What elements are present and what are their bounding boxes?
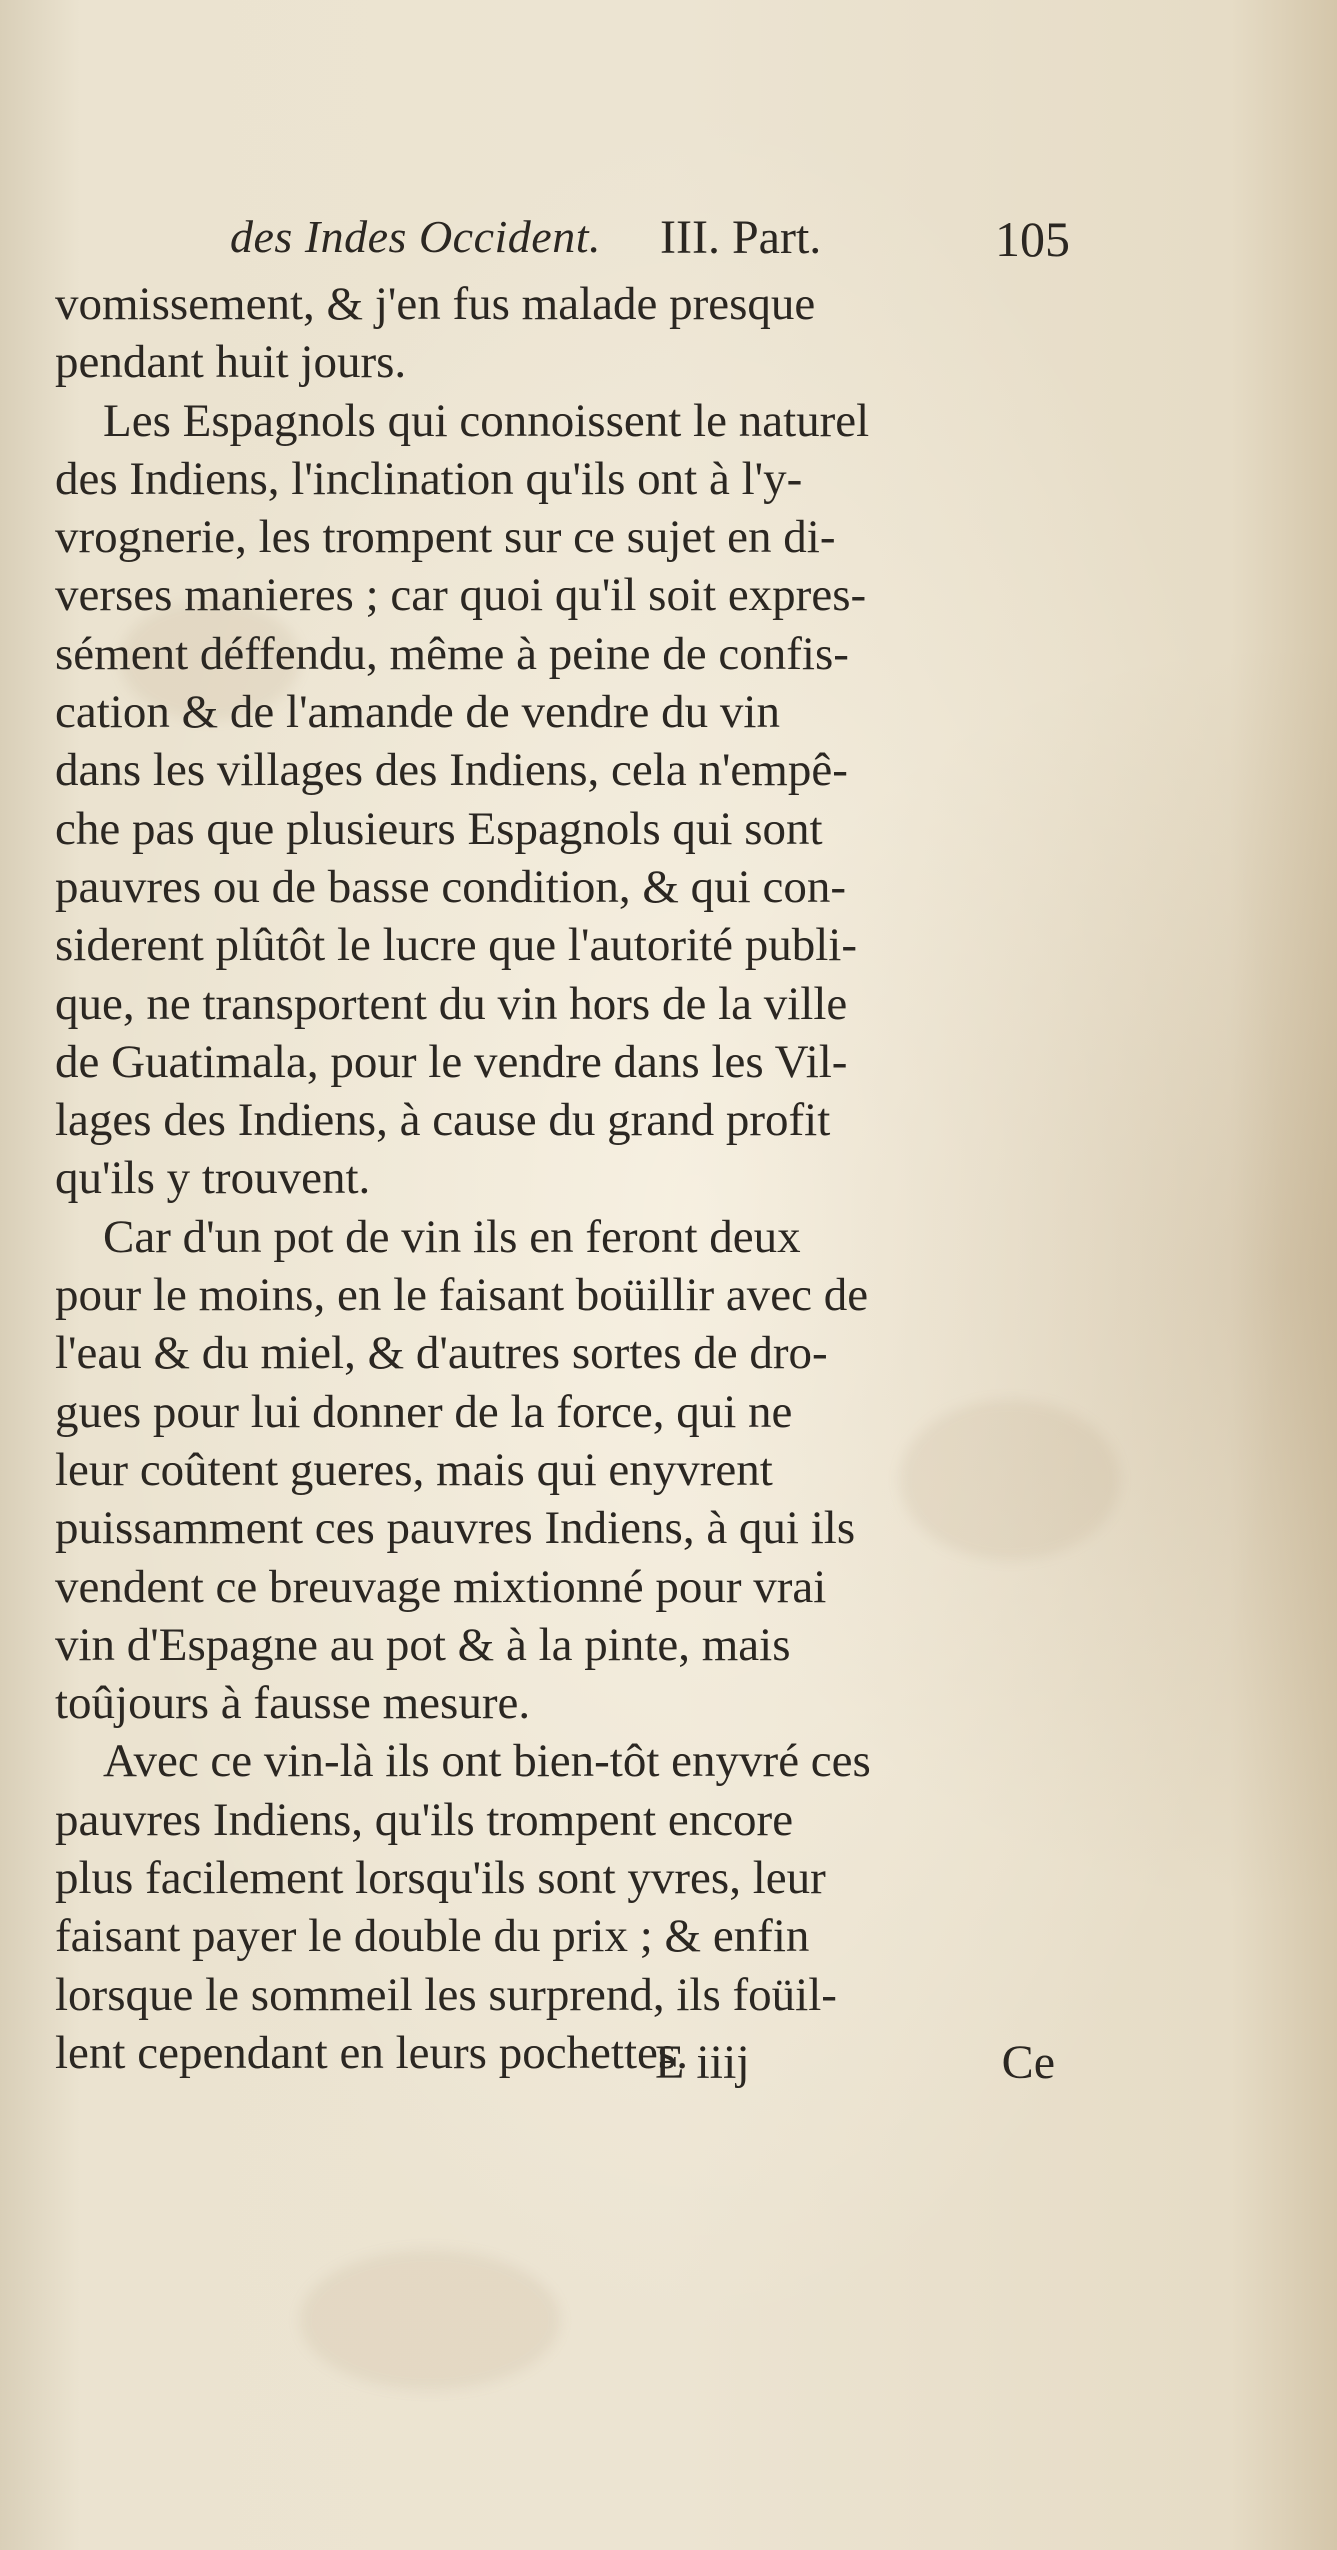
text-line: vin d'Espagne au pot & à la pinte, mais: [55, 1618, 791, 1671]
text-line: dans les villages des Indiens, cela n'empê-: [55, 744, 848, 797]
catchword: Ce: [1001, 2036, 1055, 2089]
text-line: siderent plûtôt le lucre que l'autorité publi-: [55, 919, 858, 972]
text-line: vomissement, & j'en fus malade presque: [55, 278, 816, 330]
signature-mark: E iiij: [655, 2036, 750, 2089]
text-line: qu'ils y trouvent.: [55, 1152, 371, 1205]
text-line: plus facilement lorsqu'ils sont yvres, leur: [55, 1852, 826, 1905]
page-number: 105: [995, 211, 1070, 267]
text-line: gues pour lui donner de la force, qui ne: [55, 1385, 793, 1438]
text-line: pendant huit jours.: [55, 336, 407, 389]
text-line: pour le moins, en le faisant boüillir avec de: [55, 1269, 869, 1322]
text-line: Avec ce vin-là ils ont bien-tôt enyvré ces: [103, 1735, 871, 1788]
page-footer: [55, 2035, 1055, 2105]
text-line: faisant payer le double du prix ; & enfin: [55, 1910, 810, 1963]
text-line: que, ne transportent du vin hors de la ville: [55, 977, 848, 1030]
running-head-part: III. Part.: [660, 211, 822, 264]
paper-stain: [300, 2250, 560, 2390]
text-line: toûjours à fausse mesure.: [55, 1677, 531, 1730]
text-line: Car d'un pot de vin ils en feront deux: [103, 1210, 801, 1263]
text-line: sément déffendu, même à peine de confis-: [55, 627, 849, 680]
text-line: leur coûtent gueres, mais qui enyvrent: [55, 1443, 773, 1496]
running-head: [230, 210, 1070, 280]
text-line: des Indiens, l'inclination qu'ils ont à l'y-: [55, 452, 803, 505]
text-line: lorsque le sommeil les surprend, ils foüil-: [55, 1968, 837, 2021]
text-line: vendent ce breuvage mixtionné pour vrai: [55, 1560, 827, 1613]
text-line: che pas que plusieurs Espagnols qui sont: [55, 802, 823, 855]
text-line: vrognerie, les trompent sur ce sujet en di-: [55, 511, 836, 564]
text-line: Les Espagnols qui connoissent le naturel: [103, 394, 870, 447]
running-head-title: des Indes Occident.: [230, 211, 601, 262]
body-text: [55, 275, 1055, 2082]
text-line: pauvres Indiens, qu'ils trompent encore: [55, 1793, 794, 1846]
text-line: puissamment ces pauvres Indiens, à qui ils: [55, 1502, 856, 1555]
text-line: lent cependant en leurs pochettes.: [55, 2026, 688, 2079]
text-line: lages des Indiens, à cause du grand profit: [55, 1094, 831, 1147]
text-line: l'eau & du miel, & d'autres sortes de dro-: [55, 1327, 828, 1380]
text-line: cation & de l'amande de vendre du vin: [55, 686, 780, 739]
text-line: pauvres ou de basse condition, & qui con-: [55, 860, 846, 913]
text-line: de Guatimala, pour le vendre dans les Vil-: [55, 1035, 848, 1088]
text-line: verses manieres ; car quoi qu'il soit expres-: [55, 569, 867, 622]
